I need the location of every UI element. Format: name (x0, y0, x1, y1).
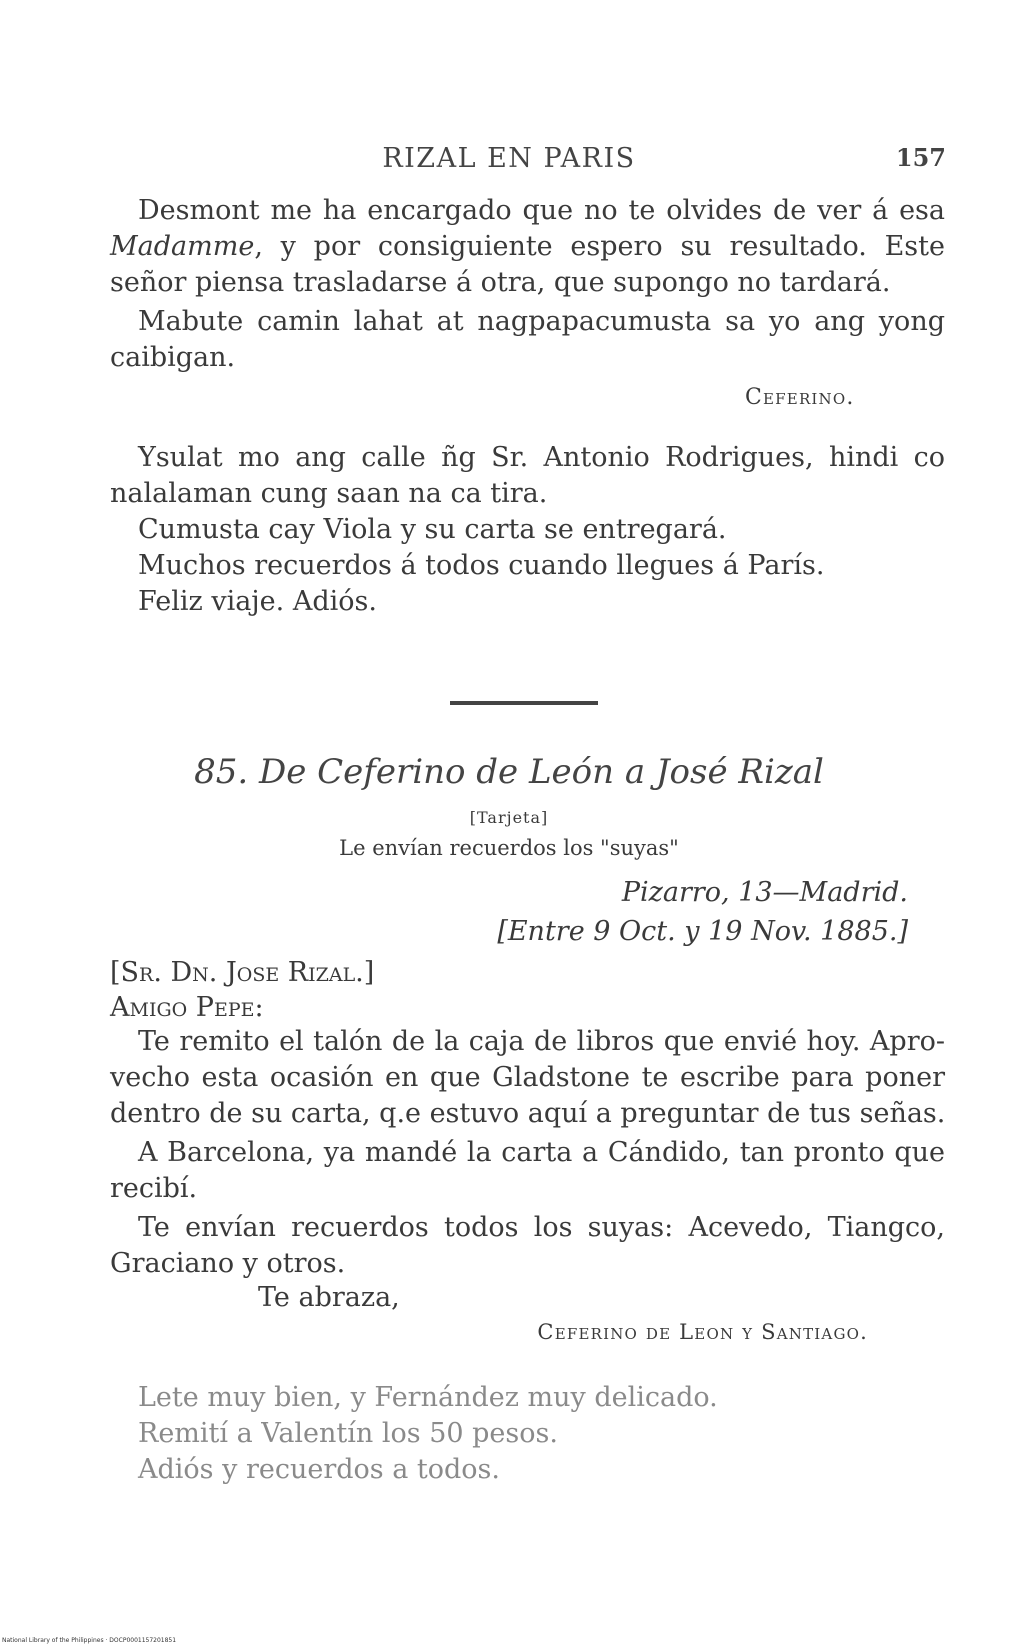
letter-date: [Entre 9 Oct. y 19 Nov. 1885.] (497, 916, 908, 947)
body-line: Te remito el talón de la caja de libros que envié hoy. Apro- (138, 1026, 945, 1057)
body-line: Graciano y otros. (110, 1248, 346, 1279)
paragraph-line-text: Madamme, y por consiguiente espero su resultado. Este (110, 231, 945, 262)
salutation: Amigo Pepe: (110, 992, 264, 1023)
letter-place: Pizarro, 13—Madrid. (621, 877, 908, 908)
letter-heading: 85. De Ceferino de León a José Rizal (194, 752, 824, 792)
body-line: A Barcelona, ya mandé la carta a Cándido, tan pronto que (138, 1137, 945, 1168)
letter-summary: Le envían recuerdos los "suyas" (339, 836, 679, 860)
signature: Ceferino de Leon y Santiago. (537, 1320, 868, 1344)
letter-type-note: [Tarjeta] (469, 808, 549, 827)
body-line: vecho esta ocasión en que Gladstone te escribe para poner (110, 1062, 945, 1093)
body-line: Te envían recuerdos todos los suyas: Acevedo, Tiangco, (138, 1212, 945, 1243)
paragraph-line: Desmont me ha encargado que no te olvides de ver á esa (138, 195, 945, 226)
closing: Te abraza, (258, 1282, 400, 1313)
footer-note: National Library of the Philippines · DOCP0001157201851 (2, 1637, 177, 1644)
postscript-line: Feliz viaje. Adiós. (138, 586, 377, 617)
paragraph-line: Mabute camin lahat at nagpapacumusta sa yo ang yong (138, 306, 945, 337)
page-number: 157 (895, 143, 946, 172)
paragraph-line: caibigan. (110, 342, 236, 373)
postscript-line: Remití a Valentín los 50 pesos. (138, 1418, 558, 1449)
postscript-line: Ysulat mo ang calle ñg Sr. Antonio Rodrigues, hindi co (138, 442, 945, 473)
postscript-line: Lete muy bien, y Fernández muy delicado. (138, 1382, 718, 1413)
addressee: [Sr. Dn. Jose Rizal.] (110, 957, 375, 988)
running-header: RIZAL EN PARIS (382, 143, 636, 174)
body-line: dentro de su carta, q.e estuvo aquí a preguntar de tus señas. (110, 1098, 946, 1129)
paragraph-line: señor piensa trasladarse á otra, que supongo no tardará. (110, 267, 891, 298)
section-divider (450, 701, 598, 705)
postscript-line: Adiós y recuerdos a todos. (138, 1454, 500, 1485)
postscript-line: nalalaman cung saan na ca tira. (110, 478, 548, 509)
signature: Ceferino. (745, 385, 855, 410)
body-line: recibí. (110, 1173, 198, 1204)
postscript-line: Muchos recuerdos á todos cuando llegues á París. (138, 550, 825, 581)
paragraph-line (110, 229, 945, 265)
postscript-line: Cumusta cay Viola y su carta se entregará. (138, 514, 727, 545)
